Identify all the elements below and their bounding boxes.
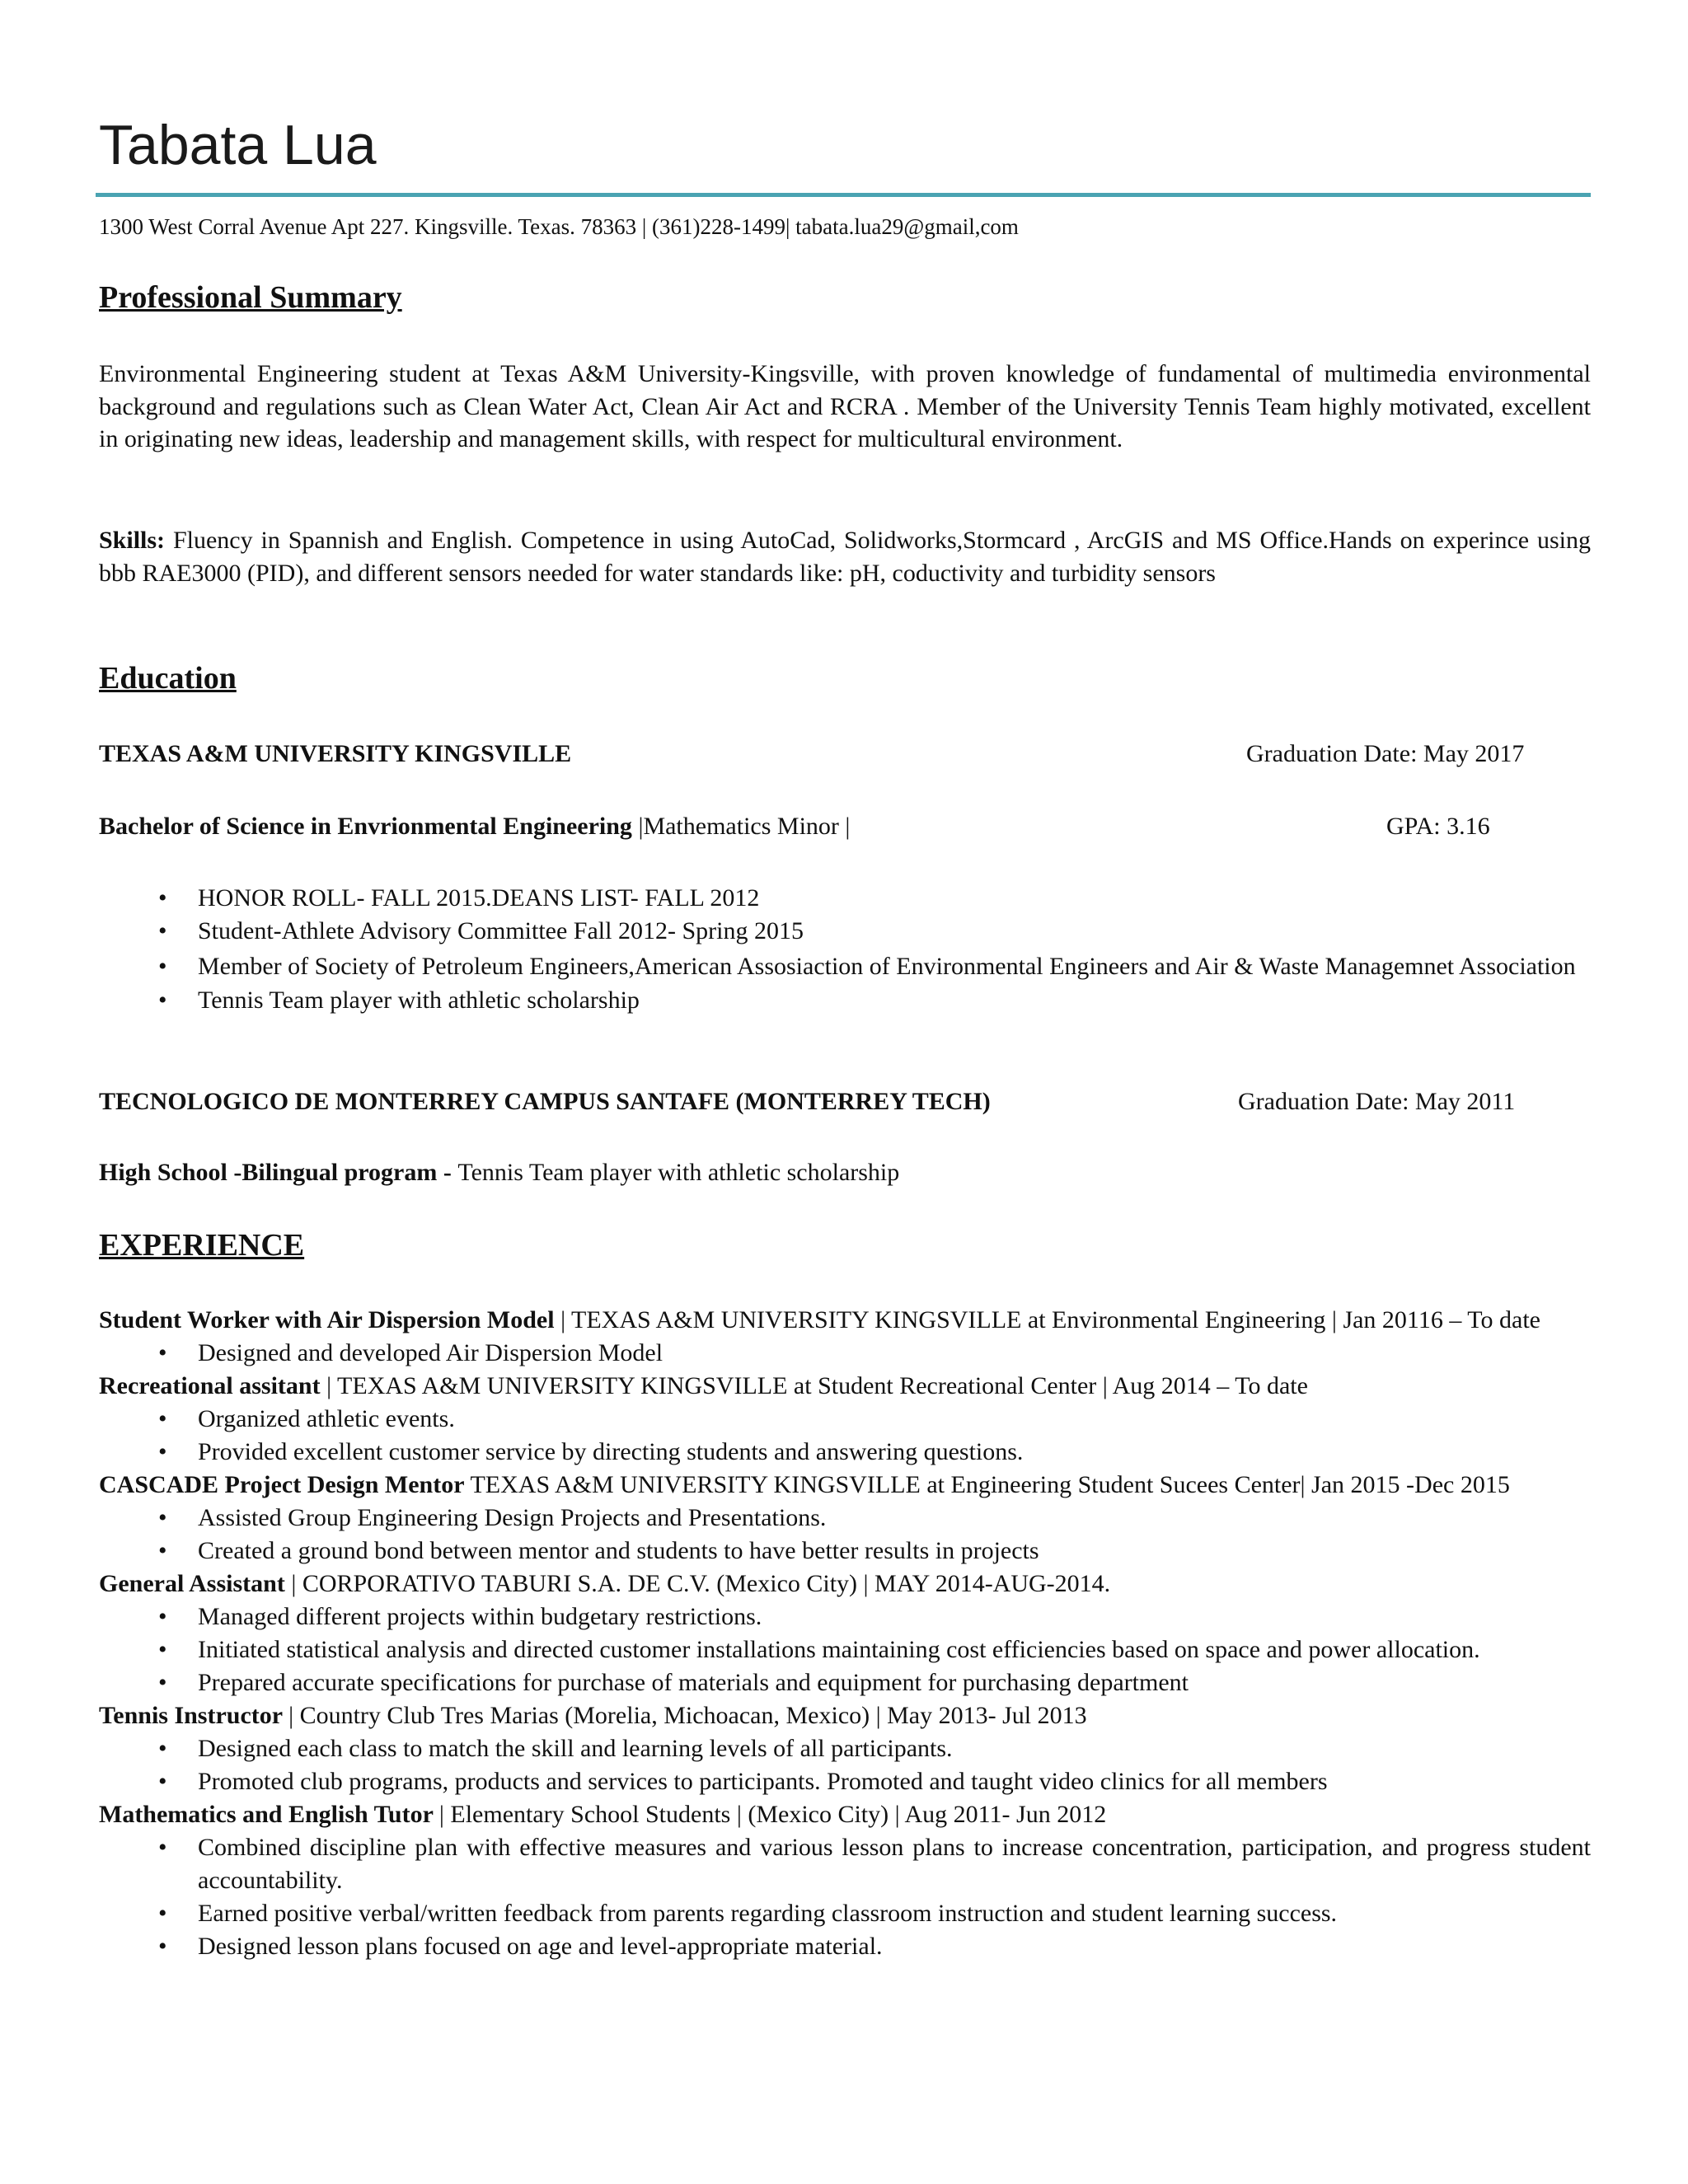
high-school-line xyxy=(99,1157,899,1188)
list-item: • Prepared accurate specifications for purchase of materials and equipment for purchasing department xyxy=(99,1666,1591,1699)
job-detail: TEXAS A&M UNIVERSITY KINGSVILLE at Engineering Student Sucees Center| Jan 2015 -Dec 2015 xyxy=(470,1471,1510,1498)
experience-list xyxy=(99,1304,1591,1963)
school-name: TEXAS A&M UNIVERSITY KINGSVILLE xyxy=(99,740,572,767)
job-detail: | Elementary School Students | (Mexico City) | Aug 2011- Jun 2012 xyxy=(438,1801,1107,1828)
list-item: • Combined discipline plan with effective measures and various lesson plans to increase concentration, participation, and progress student accountability. xyxy=(99,1831,1591,1897)
high-school-detail: Tennis Team player with athletic scholarship xyxy=(457,1159,900,1186)
job-bullets xyxy=(99,1337,1591,1370)
skills-paragraph xyxy=(99,524,1591,589)
job-bullets xyxy=(99,1732,1591,1798)
job-title: CASCADE Project Design Mentor xyxy=(99,1471,471,1498)
list-item: • Initiated statistical analysis and directed customer installations maintaining cost efficiencies based on space and power allocation. xyxy=(99,1633,1591,1666)
list-item: • Earned positive verbal/written feedback from parents regarding classroom instruction and student learning success. xyxy=(99,1897,1591,1930)
experience-heading: EXPERIENCE xyxy=(99,1228,305,1263)
list-item: • Member of Society of Petroleum Engineers,American Assosiaction of Environmental Engineers and Air & Waste Managemnet Association xyxy=(99,951,1591,982)
education-bullets xyxy=(99,882,1591,1017)
graduation-date: Graduation Date: May 2011 xyxy=(1238,1088,1516,1115)
summary-heading: Professional Summary xyxy=(99,280,402,315)
list-item: • Tennis Team player with athletic scholarship xyxy=(99,984,1591,1017)
experience-item xyxy=(99,1798,1591,1963)
job-bullets xyxy=(99,1502,1591,1568)
experience-item xyxy=(99,1568,1591,1699)
job-title: Student Worker with Air Dispersion Model xyxy=(99,1306,561,1333)
list-item: • HONOR ROLL- FALL 2015.DEANS LIST- FALL 2012 xyxy=(99,882,1591,915)
contact-line: 1300 West Corral Avenue Apt 227. Kingsville. Texas. 78363 | (361)228-1499| tabata.lua29@gmail,com xyxy=(99,214,1019,239)
job-title: Mathematics and English Tutor xyxy=(99,1801,439,1828)
degree-line xyxy=(99,811,850,842)
job-detail: | TEXAS A&M UNIVERSITY KINGSVILLE at Environmental Engineering | Jan 20116 – To date xyxy=(560,1306,1540,1333)
job-title: Tennis Instructor xyxy=(99,1702,289,1729)
skills-label: Skills: xyxy=(99,527,166,554)
education-heading: Education xyxy=(99,661,237,696)
job-detail: | CORPORATIVO TABURI S.A. DE C.V. (Mexico City) | MAY 2014-AUG-2014. xyxy=(291,1570,1111,1597)
header-divider xyxy=(96,193,1591,197)
experience-item xyxy=(99,1699,1591,1798)
job-title-line xyxy=(99,1568,1591,1601)
list-item: • Managed different projects within budgetary restrictions. xyxy=(99,1601,1591,1633)
job-title-line xyxy=(99,1370,1591,1403)
job-bullets xyxy=(99,1601,1591,1699)
school-name: TECNOLOGICO DE MONTERREY CAMPUS SANTAFE (MONTERREY TECH) xyxy=(99,1088,991,1115)
job-bullets xyxy=(99,1831,1591,1963)
job-detail: | Country Club Tres Marias (Morelia, Michoacan, Mexico) | May 2013- Jul 2013 xyxy=(288,1702,1087,1729)
gpa: GPA: 3.16 xyxy=(1386,813,1490,840)
list-item: • Designed lesson plans focused on age and level-appropriate material. xyxy=(99,1930,1591,1963)
job-bullets xyxy=(99,1403,1591,1469)
job-title-line xyxy=(99,1469,1591,1502)
list-item: • Organized athletic events. xyxy=(99,1403,1591,1436)
summary-text: Environmental Engineering student at Texas A&M University-Kingsville, with proven knowledge of fundamental of multimedia environmental background and regulations such as Clean Water Act, Clean Air Act and RCRA . Member of the University Tennis Team highly motivated, excellent in originating new ideas, leadership and management skills, with respect for multicultural environment. xyxy=(99,360,1591,453)
list-item: • Promoted club programs, products and services to participants. Promoted and taught video clinics for all members xyxy=(99,1765,1591,1798)
list-item: • Designed and developed Air Dispersion Model xyxy=(99,1337,1591,1370)
skills-text: Fluency in Spannish and English. Competence in using AutoCad, Solidworks,Stormcard , ArcGIS and MS Office.Hands on experince using bbb RAE3000 (PID), and different sensors needed for water standards like: pH, coductivity and turbidity sensors xyxy=(99,527,1591,587)
candidate-name: Tabata Lua xyxy=(99,114,377,176)
list-item: • Assisted Group Engineering Design Projects and Presentations. xyxy=(99,1502,1591,1535)
degree-title: Bachelor of Science in Envrionmental Engineering xyxy=(99,813,632,840)
job-title-line xyxy=(99,1798,1591,1831)
list-item: • Student-Athlete Advisory Committee Fall 2012- Spring 2015 xyxy=(99,915,1591,948)
list-item: • Created a ground bond between mentor and students to have better results in projects xyxy=(99,1535,1591,1568)
list-item: • Designed each class to match the skill and learning levels of all participants. xyxy=(99,1732,1591,1765)
graduation-date: Graduation Date: May 2017 xyxy=(1246,740,1525,767)
high-school-program: High School -Bilingual program - xyxy=(99,1159,458,1186)
job-detail: | TEXAS A&M UNIVERSITY KINGSVILLE at Student Recreational Center | Aug 2014 – To date xyxy=(326,1372,1308,1399)
job-title-line xyxy=(99,1699,1591,1732)
experience-item xyxy=(99,1370,1591,1469)
list-item: • Provided excellent customer service by directing students and answering questions. xyxy=(99,1436,1591,1469)
job-title: Recreational assitant xyxy=(99,1372,327,1399)
job-title-line xyxy=(99,1304,1591,1337)
degree-minor: |Mathematics Minor | xyxy=(631,813,851,840)
experience-item xyxy=(99,1469,1591,1568)
job-title: General Assistant xyxy=(99,1570,292,1597)
experience-item xyxy=(99,1304,1591,1370)
